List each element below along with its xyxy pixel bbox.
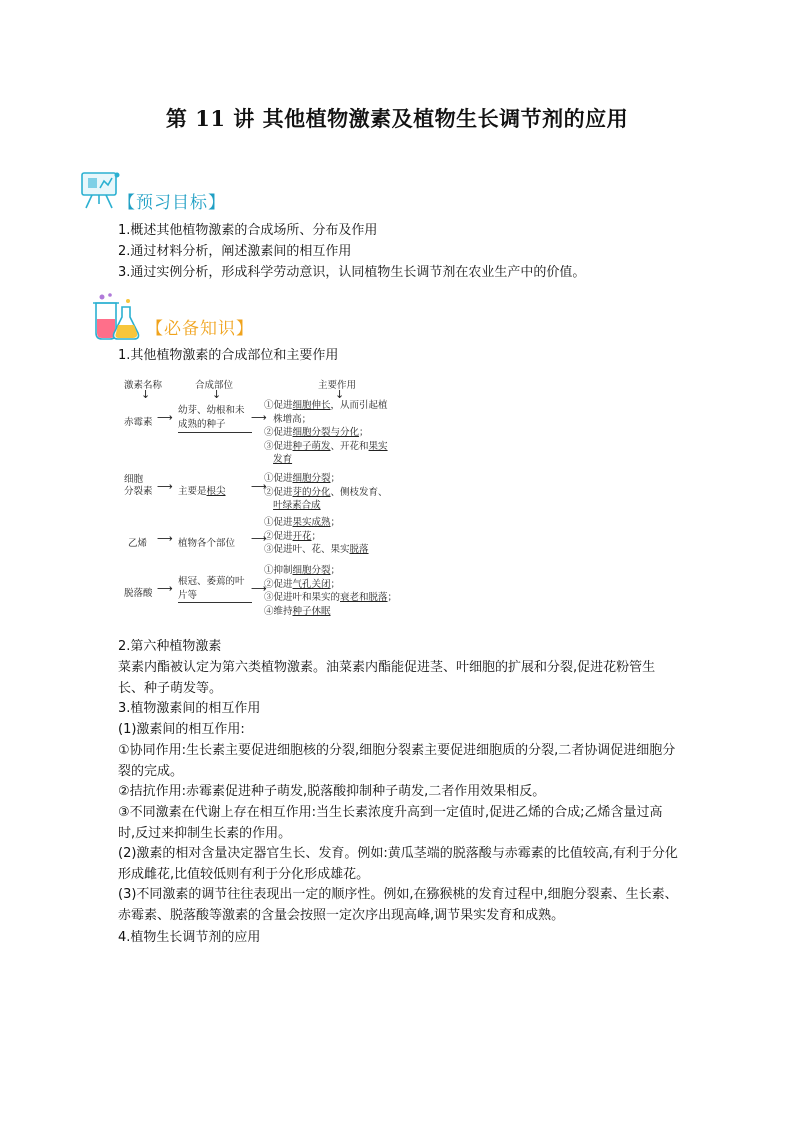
right-arrow-icon: ⟶ [251, 532, 267, 545]
sub-heading-3: 3.植物激素间的相互作用 [118, 701, 261, 716]
table-col-hormone: 激素名称 [124, 380, 163, 391]
down-arrow-icon: ↓ [212, 388, 222, 401]
blank-line [178, 432, 252, 433]
right-arrow-icon: ⟶ [251, 480, 267, 493]
preview-item-3: 3.通过实例分析，形成科学劳动意识，认同植物生长调节剂在农业生产中的价值。 [118, 265, 586, 280]
hormone-gibberellin: 赤霉素 [124, 417, 153, 428]
interaction-synergy: ①协同作用:生长素主要促进细胞核的分裂,细胞分裂素主要促进细胞质的分裂,二者协调促进细胞分裂的完成。 [118, 743, 676, 779]
hormone-ethylene: 乙烯 [128, 538, 148, 549]
down-arrow-icon: ↓ [141, 388, 151, 401]
table-col-site: 合成部位 [195, 380, 234, 391]
hormone-abscisic-acid: 脱落酸 [124, 588, 153, 599]
sequential-regulation: (3)不同激素的调节往往表现出一定的顺序性。例如,在猕猴桃的发育过程中,细胞分裂素、生长素、赤霉素、脱落酸等激素的含量会按照一定次序出现高峰,调节果实发育和成熟。 [118, 887, 678, 923]
paragraph-brassinolide: 菜素内酯被认定为第六类植物激素。油菜素内酯能促进茎、叶细胞的扩展和分裂,促进花粉管生长、种子萌发等。 [118, 660, 656, 696]
gib-functions: ①促进细胞伸长，从而引起植 株增高； ②促进细胞分裂与分化； ③促进种子萌发、开花和果实 发育 [264, 400, 388, 465]
preview-heading: 【预习目标】 [118, 193, 226, 213]
blank-line [178, 602, 252, 603]
eth-site: 植物各个部位 [178, 538, 236, 549]
relative-content: (2)激素的相对含量决定器官生长、发育。例如:黄瓜茎端的脱落酸与赤霉素的比值较高,有利于分化形成雌花,比值较低则有利于分化形成雄花。 [118, 846, 678, 882]
right-arrow-icon: ⟶ [157, 532, 173, 545]
teaching-board-icon [76, 170, 122, 214]
interaction-intro: (1)激素间的相互作用: [118, 722, 245, 737]
aba-functions: ①抑制细胞分裂； ②促进气孔关闭； ③促进叶和果实的衰老和脱落； ④维持种子休眠 [264, 565, 398, 617]
down-arrow-icon: ↓ [335, 388, 345, 401]
cyt-site: 主要是根尖 [178, 486, 226, 497]
knowledge-heading: 【必备知识】 [146, 319, 254, 339]
page-title: 第 11 讲 其他植物激素及植物生长调节剂的应用 [165, 106, 629, 131]
flask-icon [88, 293, 140, 347]
hormone-cytokinin: 细胞 分裂素 [124, 474, 153, 497]
interaction-metabolism: ③不同激素在代谢上存在相互作用:当生长素浓度升高到一定值时,促进乙烯的合成;乙烯含量过高时,反过来抑制生长素的作用。 [118, 805, 663, 841]
aba-site: 根冠、萎蔫的叶 片等 [178, 576, 245, 601]
sub-heading-1: 1.其他植物激素的合成部位和主要作用 [118, 348, 339, 363]
right-arrow-icon: ⟶ [251, 411, 267, 424]
table-col-function: 主要作用 [318, 380, 357, 391]
preview-item-1: 1.概述其他植物激素的合成场所、分布及作用 [118, 223, 378, 238]
sub-heading-4: 4.植物生长调节剂的应用 [118, 930, 261, 945]
right-arrow-icon: ⟶ [157, 411, 173, 424]
sub-heading-2: 2.第六种植物激素 [118, 639, 222, 654]
right-arrow-icon: ⟶ [157, 582, 173, 595]
cyt-functions: ①促进细胞分裂； ②促进芽的分化、侧枝发育、 叶绿素合成 [264, 473, 388, 511]
eth-functions: ①促进果实成熟； ②促进开花； ③促进叶、花、果实脱落 [264, 517, 369, 555]
right-arrow-icon: ⟶ [157, 480, 173, 493]
gib-site: 幼芽、幼根和未 成熟的种子 [178, 405, 245, 430]
interaction-antagonism: ②拮抗作用:赤霉素促进种子萌发,脱落酸抑制种子萌发,二者作用效果相反。 [118, 784, 546, 799]
preview-item-2: 2.通过材料分析，阐述激素间的相互作用 [118, 244, 352, 259]
right-arrow-icon: ⟶ [251, 582, 267, 595]
